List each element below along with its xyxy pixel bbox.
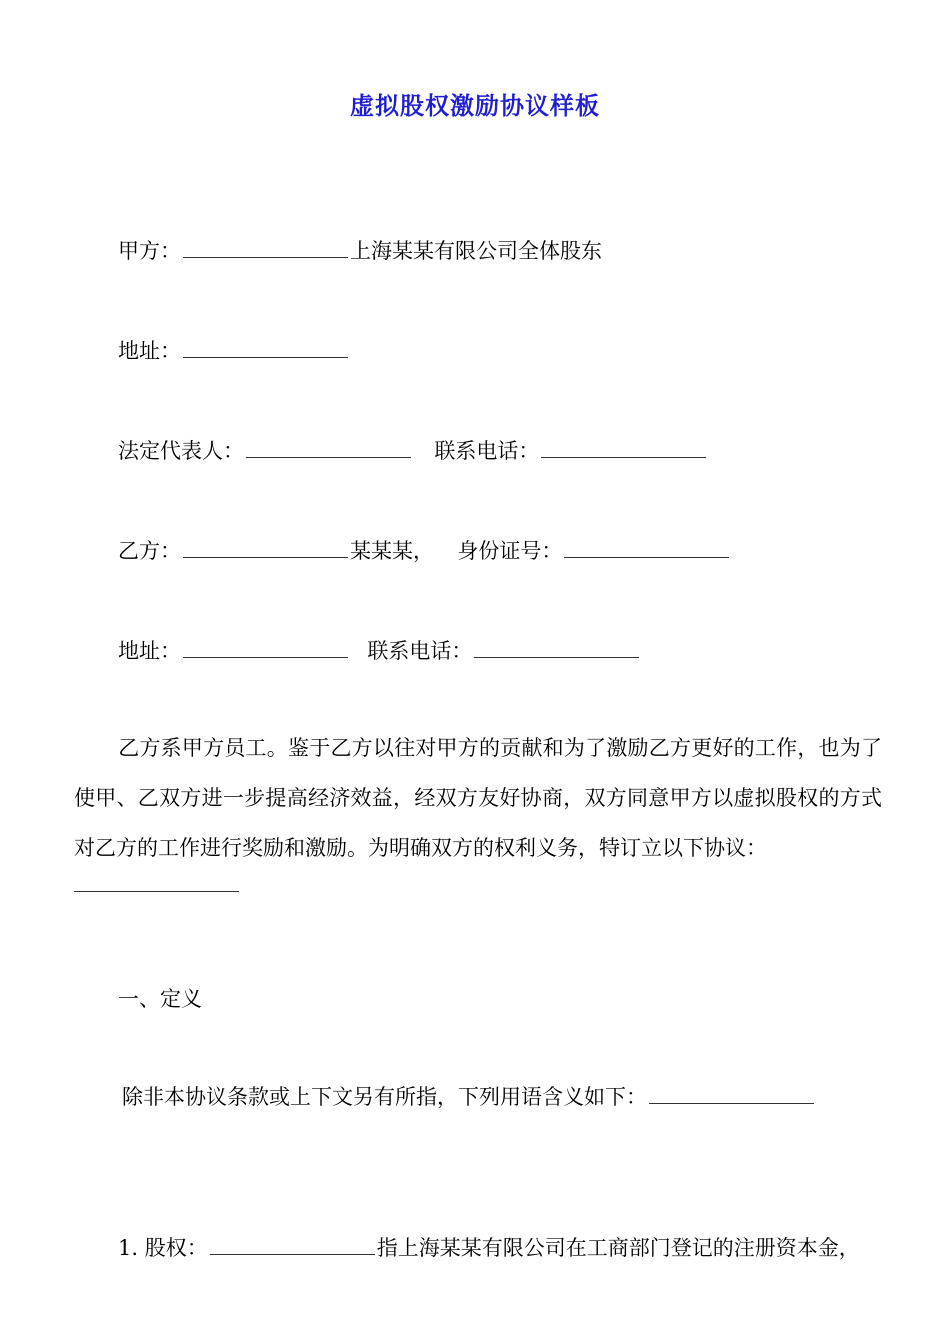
blank-field (183, 237, 348, 258)
definitions-intro-line (122, 1082, 816, 1112)
party-b-label: 乙方： (118, 539, 181, 563)
party-b-address-line (118, 636, 641, 666)
blank-field (183, 637, 348, 658)
phone-label: 联系电话： (434, 439, 540, 463)
legal-rep-label: 法定代表人： (118, 439, 244, 463)
section-one-heading: 一、定义 (118, 987, 202, 1011)
item-one-line (118, 1233, 860, 1263)
party-b-value: 某某某， (350, 539, 434, 563)
blank-field (210, 1234, 375, 1255)
party-a-label: 甲方： (118, 239, 181, 263)
intro-paragraph (74, 723, 882, 892)
blank-field (649, 1083, 814, 1104)
item-one-text: 指上海某某有限公司在工商部门登记的注册资本金， (376, 1236, 860, 1260)
blank-field (474, 637, 639, 658)
blank-field (246, 437, 411, 458)
phone-label: 联系电话： (367, 639, 473, 663)
address-label: 地址： (118, 339, 181, 363)
party-a-value: 上海某某有限公司全体股东 (350, 239, 602, 263)
party-a-line (118, 236, 602, 266)
blank-field (183, 337, 348, 358)
definitions-intro-text: 除非本协议条款或上下文另有所指，下列用语含义如下： (122, 1085, 647, 1109)
blank-field (74, 873, 239, 892)
item-one-label: 1. 股权： (118, 1236, 208, 1260)
id-label: 身份证号： (457, 539, 563, 563)
legal-rep-line (118, 436, 708, 466)
party-b-line (118, 536, 731, 566)
address-label: 地址： (118, 639, 181, 663)
party-a-address-line (118, 336, 350, 366)
blank-field (564, 537, 729, 558)
blank-field (183, 537, 348, 558)
blank-field (541, 437, 706, 458)
intro-paragraph-text: 乙方系甲方员工。鉴于乙方以往对甲方的贡献和为了激励乙方更好的工作，也为了使甲、乙双方进一步提高经济效益，经双方友好协商，双方同意甲方以虚拟股权的方式对乙方的工作进行奖励和激励。为明确双方的权利义务，特订立以下协议： (74, 736, 882, 860)
document-title: 虚拟股权激励协议样板 (350, 91, 600, 120)
